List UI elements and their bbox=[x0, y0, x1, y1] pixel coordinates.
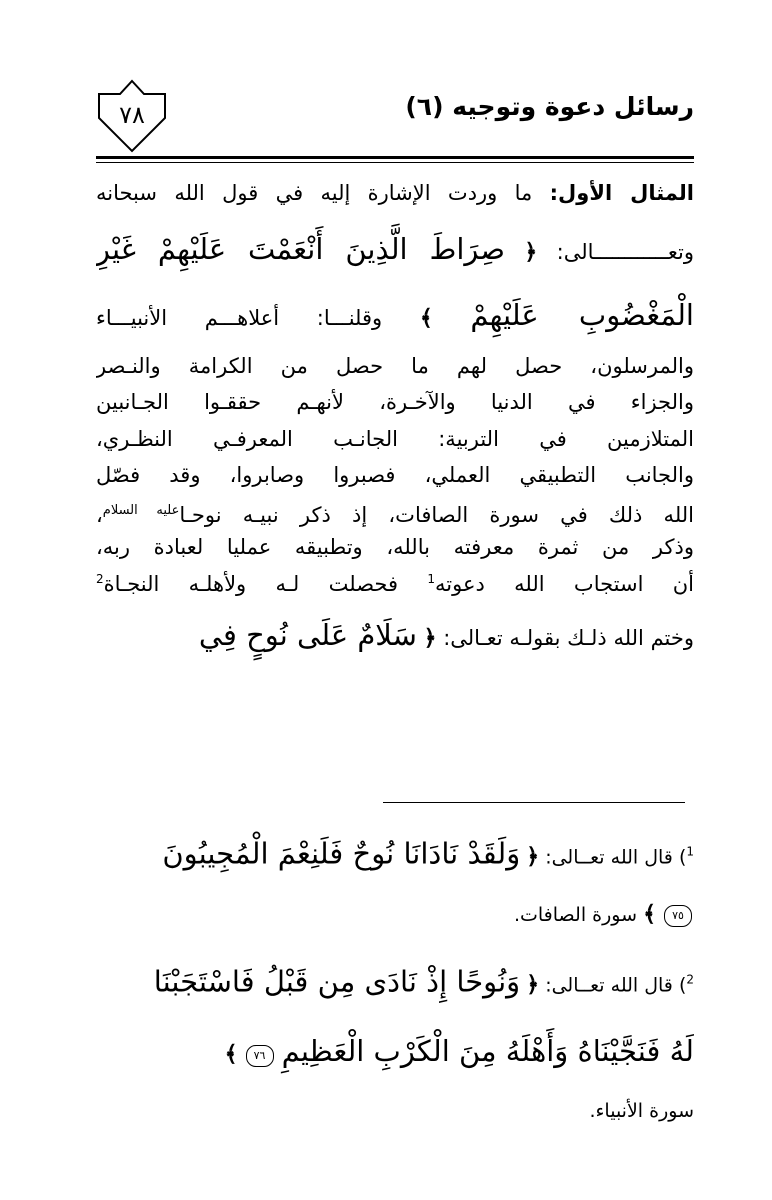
text-line-4: والمرسلون، حصل لهم ما حصل من الكرامة والنـصر bbox=[96, 354, 694, 378]
book-title: رسائل دعوة وتوجيه (٦) bbox=[405, 92, 694, 121]
footnote-ref-2[interactable]: 2 bbox=[96, 571, 104, 586]
text-line-8: الله ذلك في سورة الصافات، إذ ذكر نبيـه نوحـا$^{عليه السلام}$، bbox=[96, 503, 694, 528]
text-line-2: وتعــــــــــــالى: ﴿ صِرَاطَ الَّذِينَ أَنْعَمْتَ عَلَيْهِمْ غَيْرِ bbox=[96, 232, 694, 266]
quran-close-bracket: ﴾ bbox=[419, 305, 433, 331]
footnotes bbox=[96, 820, 694, 1136]
footnote-1-marker: $^1$) bbox=[678, 845, 694, 869]
example-label: المثال الأول: bbox=[549, 181, 694, 205]
honorific-mark: عليه السلام bbox=[102, 503, 180, 519]
footnote-2-quran-b: لَهُ فَنَجَّيْنَاهُ وَأَهْلَهُ مِنَ الْكَرْبِ الْعَظِيمِ bbox=[281, 1034, 694, 1068]
footnote-1-line-1: $^1$) قال الله تعــالى: ﴿ وَلَقَدْ نَادَانَا نُوحٌ فَلَنِعْمَ الْمُجِيبُونَ bbox=[162, 836, 694, 871]
footnote-1-quran: وَلَقَدْ نَادَانَا نُوحٌ فَلَنِعْمَ الْمُجِيبُونَ bbox=[162, 836, 521, 871]
quran-verse-2: سَلَامٌ عَلَى نُوحٍ فِي bbox=[198, 618, 417, 653]
text-line-11: وختم الله ذلـك بقولـه تعـالى: ﴿ سَلَامٌ عَلَى نُوحٍ فِي bbox=[198, 618, 694, 653]
footnote-2-line-1: $^2$) قال الله تعــالى: ﴿ وَنُوحًا إِذْ نَادَى مِن قَبْلُ فَاسْتَجَبْنَا bbox=[153, 964, 694, 999]
text-line-3: الْمَغْضُوبِ عَلَيْهِمْ ﴾ وقلنـــا: أعلاهـــم الأنبيـــاء bbox=[96, 298, 694, 332]
footnote-2-quran-a: وَنُوحًا إِذْ نَادَى مِن قَبْلُ فَاسْتَجَبْنَا bbox=[153, 964, 521, 999]
text-line-5: والجزاء في الدنيا والآخـرة، لأنهـم حققـوا الجـانبين bbox=[96, 390, 694, 415]
footnote-ref-1[interactable]: 1 bbox=[427, 571, 435, 586]
footnote-2-source: سورة الأنبياء. bbox=[589, 1100, 694, 1122]
quran-verse-1a: صِرَاطَ الَّذِينَ أَنْعَمْتَ عَلَيْهِمْ غَيْرِ bbox=[96, 232, 506, 266]
page-number-badge bbox=[96, 78, 168, 154]
header-rule-thin bbox=[96, 162, 694, 163]
footnote-1-line-2: ٧٥ ﴾ سورة الصافات. bbox=[96, 884, 694, 944]
text-line-9: وذكر من ثمرة معرفته بالله، وتطبيقه عمليا لعبادة ربه، bbox=[96, 535, 694, 560]
footnote-2-line-2: لَهُ فَنَجَّيْنَاهُ وَأَهْلَهُ مِنَ الْكَرْبِ الْعَظِيمِ ٧٦ ﴾ bbox=[224, 1034, 694, 1068]
footnote-separator bbox=[383, 802, 685, 803]
text-line-1: المثال الأول: ما وردت الإشارة إليه في قول الله سبحانه bbox=[96, 181, 694, 205]
text-line-7: والجانب التطبيقي العملي، فصبروا وصابروا، وقد فصّل bbox=[96, 462, 694, 487]
text-line-6: المتلازمين في التربية: الجانـب المعرفـي النظـري، bbox=[96, 426, 694, 451]
main-text bbox=[96, 170, 694, 668]
quran-open-bracket: ﴿ bbox=[524, 239, 538, 265]
footnote-1-source: سورة الصافات. bbox=[513, 904, 638, 926]
quran-open-bracket-2: ﴿ bbox=[423, 625, 437, 652]
quran-verse-1b: الْمَغْضُوبِ عَلَيْهِمْ bbox=[470, 298, 694, 332]
ayah-number-75: ٧٥ bbox=[664, 905, 692, 927]
text-line-10: أن استجاب الله دعوته$^1$ فحصلت لـه ولأهلـه النجـاة$^2$ bbox=[96, 571, 694, 596]
footnote-2-marker: $^2$) bbox=[678, 973, 694, 997]
ayah-number-76: ٧٦ bbox=[246, 1045, 274, 1067]
header-rule-thick bbox=[96, 156, 694, 159]
page-header bbox=[96, 78, 694, 158]
page-number: ٧٨ bbox=[119, 101, 145, 129]
